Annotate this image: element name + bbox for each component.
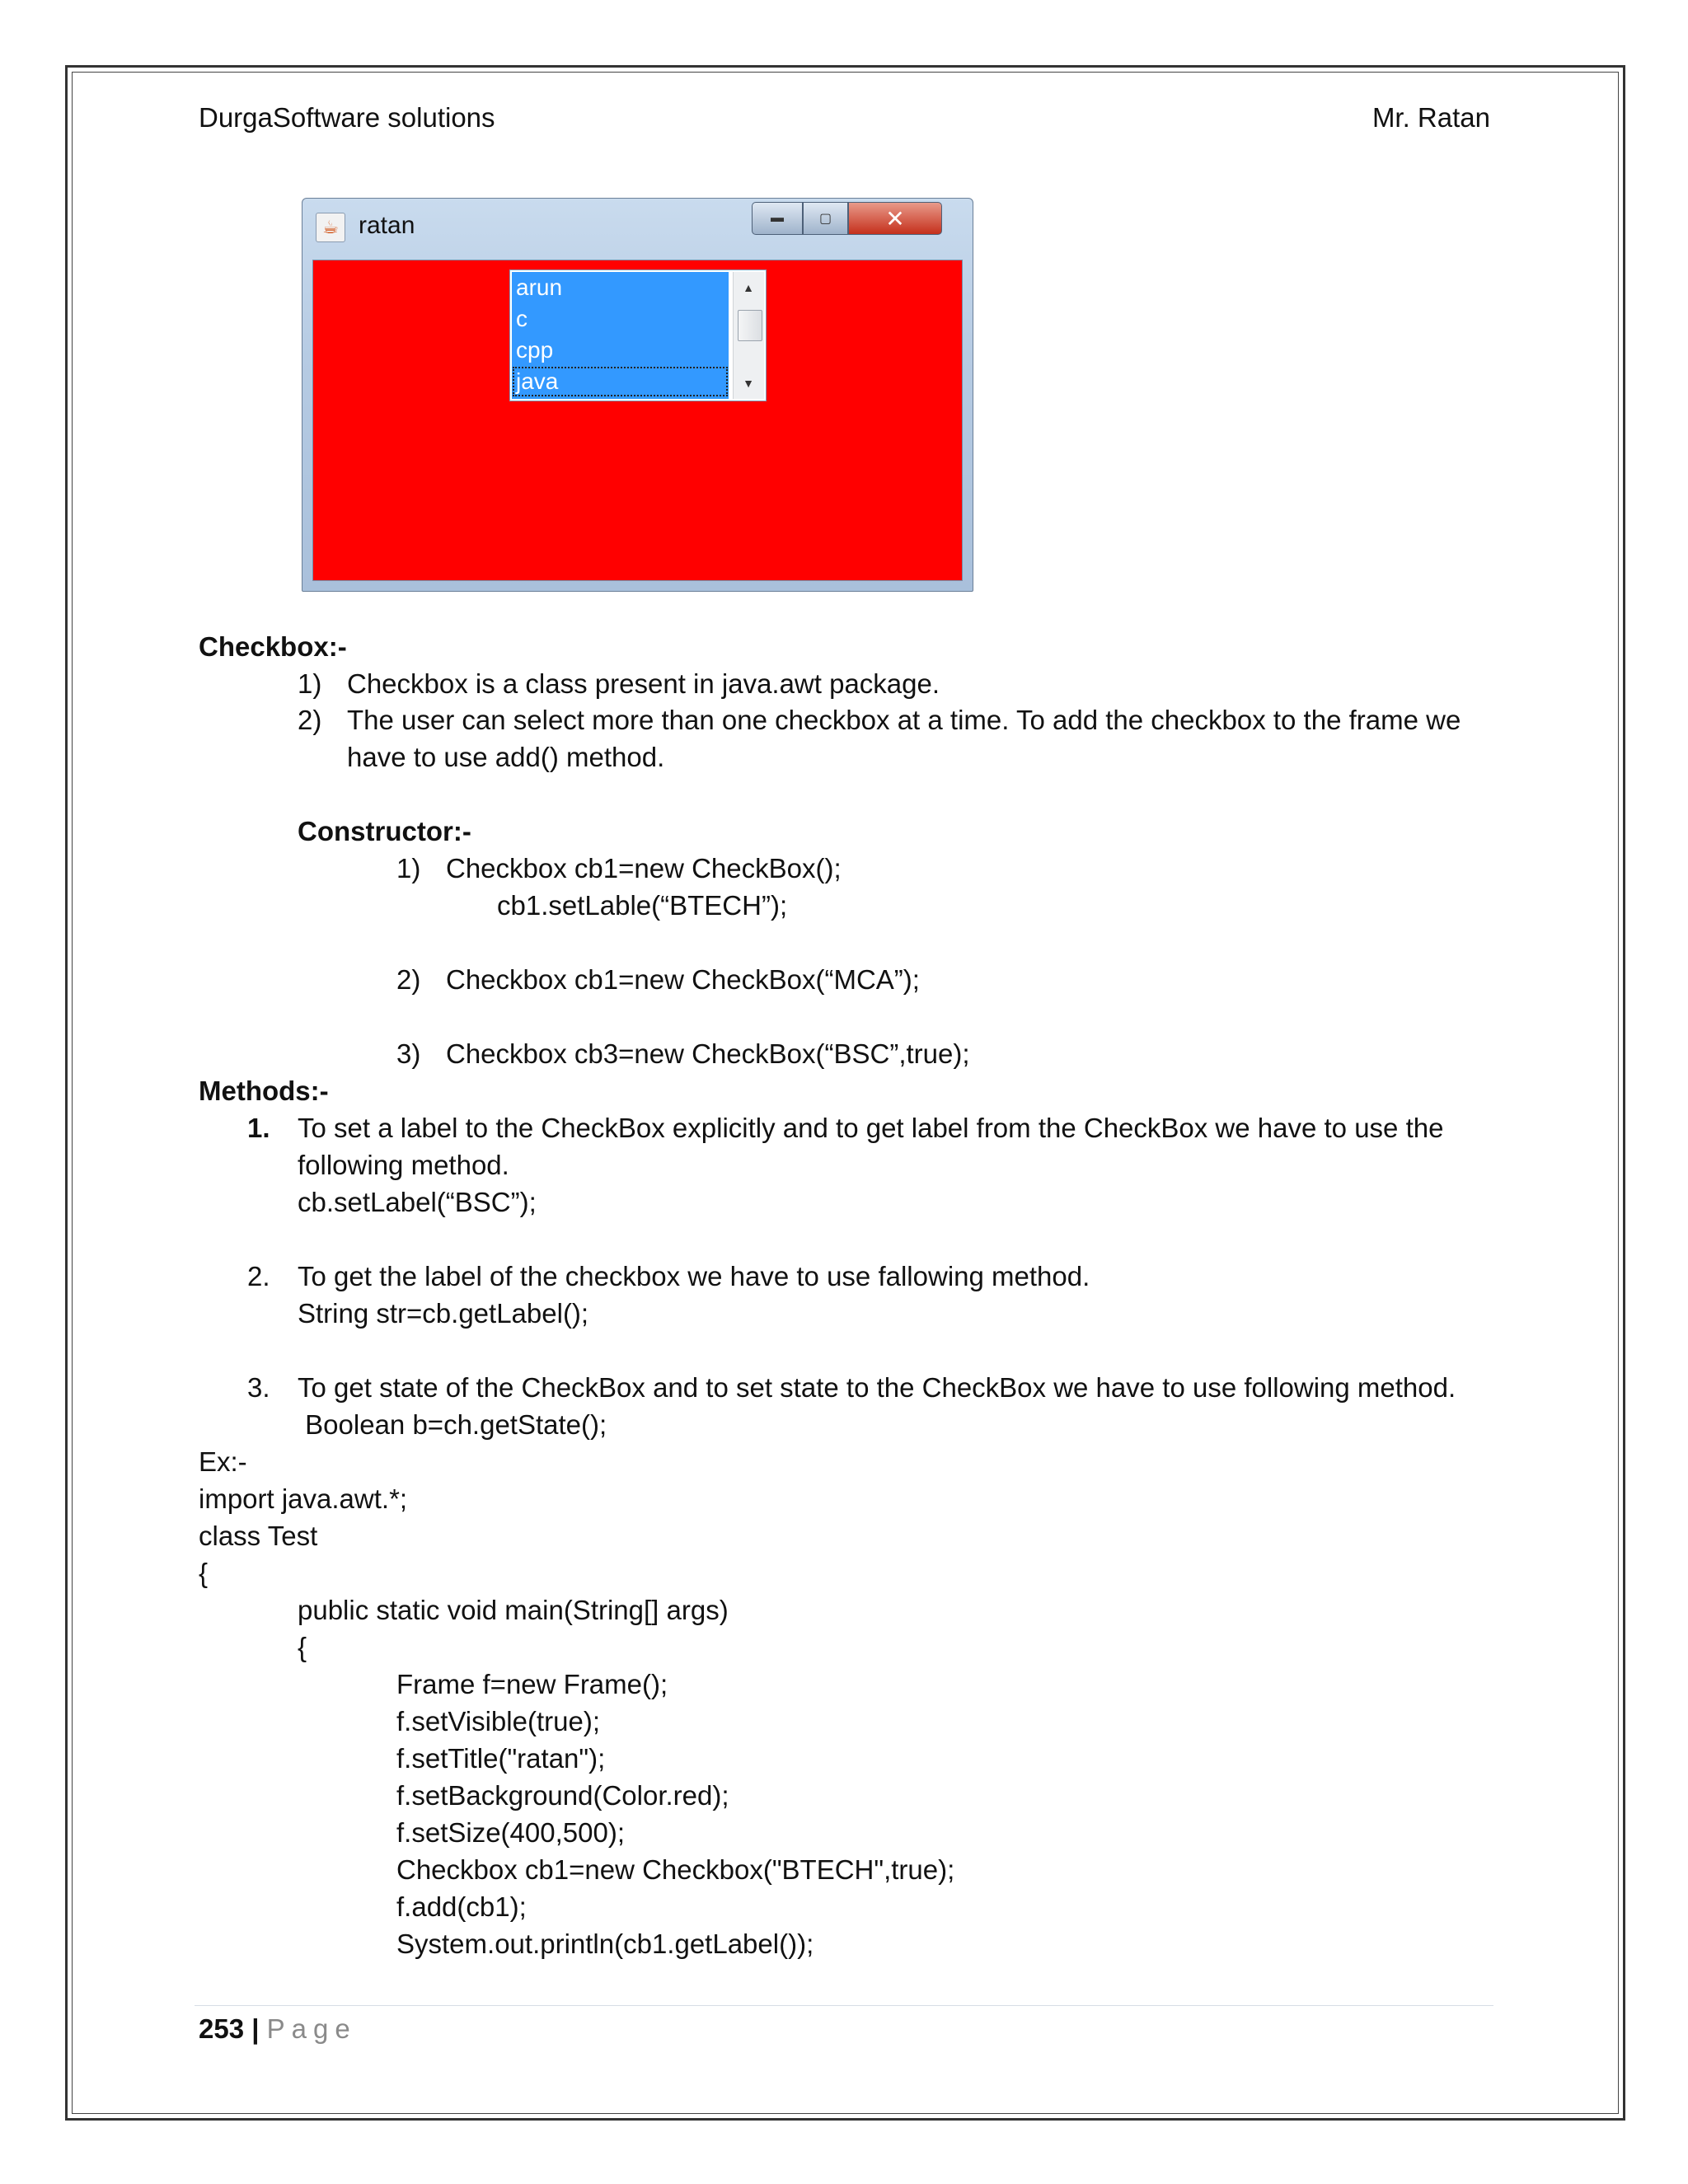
method-number: 1.: [247, 1113, 270, 1143]
list-item[interactable]: arun: [516, 274, 563, 300]
list-box[interactable]: [509, 269, 767, 401]
point-number: 2): [298, 705, 322, 735]
method-text: To get the label of the checkbox we have to use fallowing method.: [298, 1261, 1090, 1291]
code-line: {: [298, 1632, 307, 1662]
window-title: ratan: [359, 212, 415, 239]
code-line: f.setTitle("ratan");: [396, 1743, 606, 1774]
method-code: String str=cb.getLabel();: [298, 1298, 589, 1329]
scroll-down-arrow-icon[interactable]: ▼: [743, 377, 754, 390]
minimize-button[interactable]: [752, 202, 803, 235]
maximize-button[interactable]: [803, 202, 848, 235]
methods-heading: Methods:-: [199, 1076, 329, 1106]
page-number: 253: [199, 2013, 245, 2044]
constructor-text: Checkbox cb3=new CheckBox(“BSC”,true);: [446, 1038, 970, 1069]
method-text: following method.: [298, 1150, 509, 1180]
method-number: 2.: [247, 1261, 270, 1291]
header-author: Mr. Ratan: [1372, 102, 1490, 133]
code-line: public static void main(String[] args): [298, 1595, 729, 1625]
code-line: f.setSize(400,500);: [396, 1817, 625, 1848]
constructor-text: Checkbox cb1=new CheckBox();: [446, 853, 842, 883]
list-item[interactable]: cpp: [516, 337, 554, 363]
constructor-number: 2): [396, 964, 421, 995]
method-number: 3.: [247, 1372, 270, 1403]
java-app-icon: ☕: [316, 213, 345, 242]
footer-divider: [195, 2005, 1493, 2006]
page-label: Page: [266, 2013, 357, 2044]
code-line: Frame f=new Frame();: [396, 1669, 668, 1699]
list-items: [512, 272, 729, 399]
method-code: Boolean b=ch.getState();: [298, 1409, 607, 1440]
method-code: cb.setLabel(“BSC”);: [298, 1187, 537, 1217]
code-line: import java.awt.*;: [199, 1483, 408, 1514]
list-item[interactable]: java: [512, 366, 729, 397]
point-text: have to use add() method.: [347, 742, 665, 772]
scroll-up-arrow-icon[interactable]: ▲: [743, 281, 754, 294]
list-item[interactable]: c: [516, 306, 528, 331]
list-scrollbar[interactable]: [733, 272, 764, 399]
close-icon: ✕: [885, 205, 905, 232]
point-text: Checkbox is a class present in java.awt package.: [347, 668, 940, 699]
method-text: To get state of the CheckBox and to set state to the CheckBox we have to use following method.: [298, 1372, 1456, 1403]
point-number: 1): [298, 668, 322, 699]
java-window-screenshot: [302, 198, 973, 592]
constructor-heading: Constructor:-: [298, 816, 471, 846]
footer-separator: |: [251, 2013, 260, 2044]
method-text: To set a label to the CheckBox explicitly and to get label from the CheckBox we have to use the: [298, 1113, 1444, 1143]
constructor-number: 1): [396, 853, 421, 883]
code-line: Checkbox cb1=new Checkbox("BTECH",true);: [396, 1854, 955, 1885]
point-text: The user can select more than one checkbox at a time. To add the checkbox to the frame we: [347, 705, 1461, 735]
code-line: class Test: [199, 1521, 318, 1551]
maximize-icon: ▢: [818, 212, 832, 226]
code-line: {: [199, 1558, 209, 1588]
constructor-text: cb1.setLable(“BTECH”);: [497, 890, 788, 921]
page-footer: [199, 2011, 357, 2047]
constructor-text: Checkbox cb1=new CheckBox(“MCA”);: [446, 964, 920, 995]
code-line: f.add(cb1);: [396, 1891, 527, 1922]
code-line: f.setBackground(Color.red);: [396, 1780, 729, 1811]
close-button[interactable]: [848, 202, 942, 235]
frame-client-area: [312, 260, 963, 581]
minimize-icon: ▬: [771, 211, 784, 225]
scroll-thumb[interactable]: [738, 310, 762, 341]
constructor-number: 3): [396, 1038, 421, 1069]
checkbox-heading: Checkbox:-: [199, 631, 347, 662]
header-company: DurgaSoftware solutions: [199, 102, 495, 133]
example-label: Ex:-: [199, 1446, 247, 1477]
code-line: System.out.println(cb1.getLabel());: [396, 1929, 814, 1959]
code-line: f.setVisible(true);: [396, 1706, 600, 1736]
